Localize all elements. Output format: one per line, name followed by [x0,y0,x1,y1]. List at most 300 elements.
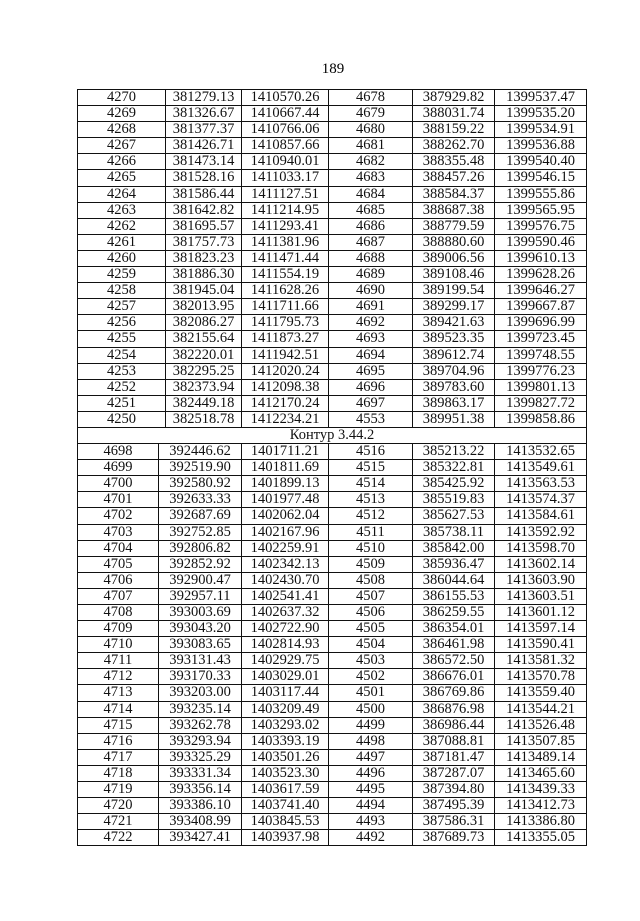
y-coordinate-cell: 1403209.49 [242,702,329,717]
x-coordinate-cell: 389299.17 [413,299,495,314]
point-number-cell: 4686 [329,219,413,234]
y-coordinate-cell: 1411711.66 [242,299,329,314]
table-row [78,492,587,508]
point-number-cell: 4493 [329,814,413,829]
y-coordinate-cell: 1413544.21 [495,702,587,717]
point-number-cell: 4701 [78,492,159,507]
table-row [78,348,587,364]
y-coordinate-cell: 1399827.72 [495,396,587,411]
x-coordinate-cell: 381945.04 [166,283,242,298]
x-coordinate-cell: 393293.94 [159,734,242,749]
table-row [78,814,587,830]
y-coordinate-cell: 1399801.13 [495,380,587,395]
y-coordinate-cell: 1413597.14 [495,621,587,636]
x-coordinate-cell: 382013.95 [166,299,242,314]
point-number-cell: 4688 [329,251,413,266]
point-number-cell: 4707 [78,589,159,604]
point-number-cell: 4689 [329,267,413,282]
point-number-cell: 4679 [329,106,413,121]
x-coordinate-cell: 392633.33 [159,492,242,507]
y-coordinate-cell: 1399628.26 [495,267,587,282]
y-coordinate-cell: 1402541.41 [242,589,329,604]
point-number-cell: 4706 [78,573,159,588]
x-coordinate-cell: 381279.13 [166,90,242,105]
point-number-cell: 4697 [329,396,413,411]
point-number-cell: 4712 [78,669,159,684]
y-coordinate-cell: 1413439.33 [495,782,587,797]
point-number-cell: 4722 [78,830,159,845]
x-coordinate-cell: 386769.86 [413,685,495,700]
point-number-cell: 4692 [329,315,413,330]
table-row [78,589,587,605]
point-number-cell: 4702 [78,508,159,523]
point-number-cell: 4713 [78,685,159,700]
y-coordinate-cell: 1403293.02 [242,718,329,733]
x-coordinate-cell: 382373.94 [166,380,242,395]
y-coordinate-cell: 1412170.24 [242,396,329,411]
x-coordinate-cell: 387586.31 [413,814,495,829]
point-number-cell: 4265 [78,170,166,185]
y-coordinate-cell: 1402167.96 [242,525,329,540]
point-number-cell: 4511 [329,525,413,540]
y-coordinate-cell: 1399610.13 [495,251,587,266]
y-coordinate-cell: 1402430.70 [242,573,329,588]
x-coordinate-cell: 386155.53 [413,589,495,604]
point-number-cell: 4717 [78,750,159,765]
table-row [78,251,587,267]
x-coordinate-cell: 389612.74 [413,348,495,363]
table-row [78,412,587,428]
x-coordinate-cell: 387181.47 [413,750,495,765]
point-number-cell: 4497 [329,750,413,765]
x-coordinate-cell: 388687.38 [413,203,495,218]
y-coordinate-cell: 1413532.65 [495,444,587,459]
y-coordinate-cell: 1410570.26 [242,90,329,105]
y-coordinate-cell: 1403523.30 [242,766,329,781]
x-coordinate-cell: 381586.44 [166,187,242,202]
y-coordinate-cell: 1401811.69 [242,460,329,475]
y-coordinate-cell: 1413412.73 [495,798,587,813]
y-coordinate-cell: 1402062.04 [242,508,329,523]
point-number-cell: 4515 [329,460,413,475]
point-number-cell: 4268 [78,122,166,137]
y-coordinate-cell: 1399667.87 [495,299,587,314]
table-row [78,203,587,219]
y-coordinate-cell: 1401977.48 [242,492,329,507]
y-coordinate-cell: 1402722.90 [242,621,329,636]
x-coordinate-cell: 387287.07 [413,766,495,781]
table-row [78,364,587,380]
y-coordinate-cell: 1399776.23 [495,364,587,379]
point-number-cell: 4680 [329,122,413,137]
point-number-cell: 4512 [329,508,413,523]
y-coordinate-cell: 1401899.13 [242,476,329,491]
x-coordinate-cell: 393325.29 [159,750,242,765]
x-coordinate-cell: 381757.73 [166,235,242,250]
x-coordinate-cell: 382295.25 [166,364,242,379]
y-coordinate-cell: 1399535.20 [495,106,587,121]
x-coordinate-cell: 386676.01 [413,669,495,684]
table-row [78,106,587,122]
x-coordinate-cell: 386986.44 [413,718,495,733]
x-coordinate-cell: 388355.48 [413,154,495,169]
x-coordinate-cell: 385519.83 [413,492,495,507]
x-coordinate-cell: 392752.85 [159,525,242,540]
table-row [78,669,587,685]
x-coordinate-cell: 392900.47 [159,573,242,588]
table-row [78,605,587,621]
y-coordinate-cell: 1402259.91 [242,541,329,556]
point-number-cell: 4257 [78,299,166,314]
y-coordinate-cell: 1403029.01 [242,669,329,684]
point-number-cell: 4700 [78,476,159,491]
point-number-cell: 4683 [329,170,413,185]
point-number-cell: 4514 [329,476,413,491]
x-coordinate-cell: 386876.98 [413,702,495,717]
table-row [78,235,587,251]
x-coordinate-cell: 381823.23 [166,251,242,266]
point-number-cell: 4516 [329,444,413,459]
point-number-cell: 4266 [78,154,166,169]
point-number-cell: 4503 [329,653,413,668]
table-row [78,460,587,476]
x-coordinate-cell: 389863.17 [413,396,495,411]
y-coordinate-cell: 1413559.40 [495,685,587,700]
y-coordinate-cell: 1413489.14 [495,750,587,765]
point-number-cell: 4704 [78,541,159,556]
y-coordinate-cell: 1399534.91 [495,122,587,137]
y-coordinate-cell: 1403617.59 [242,782,329,797]
x-coordinate-cell: 393203.00 [159,685,242,700]
y-coordinate-cell: 1411471.44 [242,251,329,266]
point-number-cell: 4687 [329,235,413,250]
coordinates-table [77,89,587,846]
table-row [78,187,587,203]
contour-heading-row: Контур 3.44.2 [78,428,587,444]
point-number-cell: 4681 [329,138,413,153]
point-number-cell: 4691 [329,299,413,314]
y-coordinate-cell: 1411795.73 [242,315,329,330]
y-coordinate-cell: 1403845.53 [242,814,329,829]
x-coordinate-cell: 387929.82 [413,90,495,105]
x-coordinate-cell: 386461.98 [413,637,495,652]
x-coordinate-cell: 387689.73 [413,830,495,845]
y-coordinate-cell: 1411214.95 [242,203,329,218]
point-number-cell: 4256 [78,315,166,330]
x-coordinate-cell: 381326.67 [166,106,242,121]
y-coordinate-cell: 1412020.24 [242,364,329,379]
x-coordinate-cell: 389704.96 [413,364,495,379]
point-number-cell: 4494 [329,798,413,813]
point-number-cell: 4255 [78,331,166,346]
point-number-cell: 4260 [78,251,166,266]
x-coordinate-cell: 388880.60 [413,235,495,250]
y-coordinate-cell: 1399590.46 [495,235,587,250]
point-number-cell: 4708 [78,605,159,620]
x-coordinate-cell: 388031.74 [413,106,495,121]
point-number-cell: 4705 [78,557,159,572]
x-coordinate-cell: 393331.34 [159,766,242,781]
x-coordinate-cell: 382518.78 [166,412,242,427]
x-coordinate-cell: 389199.54 [413,283,495,298]
table-row [78,685,587,701]
y-coordinate-cell: 1399540.40 [495,154,587,169]
x-coordinate-cell: 392957.11 [159,589,242,604]
x-coordinate-cell: 393083.65 [159,637,242,652]
y-coordinate-cell: 1411033.17 [242,170,329,185]
x-coordinate-cell: 386044.64 [413,573,495,588]
y-coordinate-cell: 1411381.96 [242,235,329,250]
y-coordinate-cell: 1410766.06 [242,122,329,137]
x-coordinate-cell: 387495.39 [413,798,495,813]
table-section-1 [78,90,587,428]
point-number-cell: 4496 [329,766,413,781]
y-coordinate-cell: 1399646.27 [495,283,587,298]
x-coordinate-cell: 393408.99 [159,814,242,829]
point-number-cell: 4714 [78,702,159,717]
x-coordinate-cell: 392687.69 [159,508,242,523]
y-coordinate-cell: 1413592.92 [495,525,587,540]
x-coordinate-cell: 393356.14 [159,782,242,797]
point-number-cell: 4270 [78,90,166,105]
point-number-cell: 4504 [329,637,413,652]
point-number-cell: 4258 [78,283,166,298]
table-row [78,315,587,331]
table-row [78,557,587,573]
y-coordinate-cell: 1411873.27 [242,331,329,346]
table-row [78,299,587,315]
x-coordinate-cell: 386259.55 [413,605,495,620]
point-number-cell: 4501 [329,685,413,700]
point-number-cell: 4269 [78,106,166,121]
table-row [78,138,587,154]
x-coordinate-cell: 389783.60 [413,380,495,395]
table-row [78,766,587,782]
x-coordinate-cell: 385842.00 [413,541,495,556]
x-coordinate-cell: 381886.30 [166,267,242,282]
table-row [78,154,587,170]
y-coordinate-cell: 1413386.80 [495,814,587,829]
y-coordinate-cell: 1411628.26 [242,283,329,298]
y-coordinate-cell: 1399536.88 [495,138,587,153]
x-coordinate-cell: 392519.90 [159,460,242,475]
x-coordinate-cell: 385322.81 [413,460,495,475]
y-coordinate-cell: 1403937.98 [242,830,329,845]
x-coordinate-cell: 389006.56 [413,251,495,266]
table-row [78,396,587,412]
point-number-cell: 4251 [78,396,166,411]
table-row [78,718,587,734]
point-number-cell: 4498 [329,734,413,749]
x-coordinate-cell: 382220.01 [166,348,242,363]
x-coordinate-cell: 393427.41 [159,830,242,845]
table-row [78,541,587,557]
y-coordinate-cell: 1403393.19 [242,734,329,749]
point-number-cell: 4711 [78,653,159,668]
x-coordinate-cell: 386572.50 [413,653,495,668]
y-coordinate-cell: 1403741.40 [242,798,329,813]
y-coordinate-cell: 1399565.95 [495,203,587,218]
table-row [78,122,587,138]
point-number-cell: 4720 [78,798,159,813]
point-number-cell: 4718 [78,766,159,781]
x-coordinate-cell: 389523.35 [413,331,495,346]
table-row [78,90,587,106]
point-number-cell: 4505 [329,621,413,636]
point-number-cell: 4506 [329,605,413,620]
y-coordinate-cell: 1399555.86 [495,187,587,202]
y-coordinate-cell: 1402814.93 [242,637,329,652]
point-number-cell: 4492 [329,830,413,845]
x-coordinate-cell: 388457.26 [413,170,495,185]
x-coordinate-cell: 381642.82 [166,203,242,218]
y-coordinate-cell: 1413601.12 [495,605,587,620]
table-row [78,830,587,846]
point-number-cell: 4267 [78,138,166,153]
point-number-cell: 4500 [329,702,413,717]
point-number-cell: 4703 [78,525,159,540]
x-coordinate-cell: 381528.16 [166,170,242,185]
x-coordinate-cell: 386354.01 [413,621,495,636]
y-coordinate-cell: 1411127.51 [242,187,329,202]
point-number-cell: 4698 [78,444,159,459]
y-coordinate-cell: 1410857.66 [242,138,329,153]
y-coordinate-cell: 1402342.13 [242,557,329,572]
table-row [78,283,587,299]
x-coordinate-cell: 393235.14 [159,702,242,717]
y-coordinate-cell: 1402929.75 [242,653,329,668]
point-number-cell: 4254 [78,348,166,363]
table-row [78,621,587,637]
y-coordinate-cell: 1413602.14 [495,557,587,572]
x-coordinate-cell: 392446.62 [159,444,242,459]
table-row [78,525,587,541]
point-number-cell: 4715 [78,718,159,733]
point-number-cell: 4695 [329,364,413,379]
point-number-cell: 4710 [78,637,159,652]
table-row [78,637,587,653]
x-coordinate-cell: 381426.71 [166,138,242,153]
y-coordinate-cell: 1413581.32 [495,653,587,668]
point-number-cell: 4259 [78,267,166,282]
x-coordinate-cell: 382086.27 [166,315,242,330]
x-coordinate-cell: 392580.92 [159,476,242,491]
y-coordinate-cell: 1399723.45 [495,331,587,346]
y-coordinate-cell: 1399537.47 [495,90,587,105]
x-coordinate-cell: 387394.80 [413,782,495,797]
y-coordinate-cell: 1413549.61 [495,460,587,475]
y-coordinate-cell: 1399546.15 [495,170,587,185]
point-number-cell: 4264 [78,187,166,202]
y-coordinate-cell: 1413603.90 [495,573,587,588]
point-number-cell: 4696 [329,380,413,395]
y-coordinate-cell: 1410667.44 [242,106,329,121]
x-coordinate-cell: 389108.46 [413,267,495,282]
x-coordinate-cell: 393262.78 [159,718,242,733]
point-number-cell: 4495 [329,782,413,797]
point-number-cell: 4507 [329,589,413,604]
point-number-cell: 4678 [329,90,413,105]
y-coordinate-cell: 1413590.41 [495,637,587,652]
y-coordinate-cell: 1403117.44 [242,685,329,700]
y-coordinate-cell: 1399858.86 [495,412,587,427]
point-number-cell: 4510 [329,541,413,556]
x-coordinate-cell: 381695.57 [166,219,242,234]
x-coordinate-cell: 388779.59 [413,219,495,234]
y-coordinate-cell: 1413603.51 [495,589,587,604]
point-number-cell: 4684 [329,187,413,202]
table-row [78,750,587,766]
x-coordinate-cell: 385425.92 [413,476,495,491]
table-row [78,734,587,750]
x-coordinate-cell: 382449.18 [166,396,242,411]
point-number-cell: 4509 [329,557,413,572]
x-coordinate-cell: 393043.20 [159,621,242,636]
x-coordinate-cell: 393003.69 [159,605,242,620]
x-coordinate-cell: 389421.63 [413,315,495,330]
y-coordinate-cell: 1413598.70 [495,541,587,556]
y-coordinate-cell: 1413563.53 [495,476,587,491]
x-coordinate-cell: 392806.82 [159,541,242,556]
y-coordinate-cell: 1412234.21 [242,412,329,427]
point-number-cell: 4252 [78,380,166,395]
point-number-cell: 4682 [329,154,413,169]
y-coordinate-cell: 1401711.21 [242,444,329,459]
x-coordinate-cell: 385213.22 [413,444,495,459]
y-coordinate-cell: 1411293.41 [242,219,329,234]
x-coordinate-cell: 385936.47 [413,557,495,572]
x-coordinate-cell: 388584.37 [413,187,495,202]
point-number-cell: 4502 [329,669,413,684]
table-row [78,444,587,460]
y-coordinate-cell: 1413507.85 [495,734,587,749]
x-coordinate-cell: 382155.64 [166,331,242,346]
x-coordinate-cell: 393131.43 [159,653,242,668]
y-coordinate-cell: 1399748.55 [495,348,587,363]
point-number-cell: 4508 [329,573,413,588]
table-row [78,508,587,524]
y-coordinate-cell: 1413574.37 [495,492,587,507]
table-row [78,267,587,283]
x-coordinate-cell: 393386.10 [159,798,242,813]
y-coordinate-cell: 1413355.05 [495,830,587,845]
table-row [78,331,587,347]
y-coordinate-cell: 1403501.26 [242,750,329,765]
x-coordinate-cell: 389951.38 [413,412,495,427]
table-row [78,798,587,814]
x-coordinate-cell: 385738.11 [413,525,495,540]
x-coordinate-cell: 381377.37 [166,122,242,137]
point-number-cell: 4553 [329,412,413,427]
table-row [78,170,587,186]
table-row [78,653,587,669]
table-section-2 [78,444,587,846]
point-number-cell: 4263 [78,203,166,218]
x-coordinate-cell: 388262.70 [413,138,495,153]
y-coordinate-cell: 1412098.38 [242,380,329,395]
point-number-cell: 4690 [329,283,413,298]
table-row [78,782,587,798]
x-coordinate-cell: 393170.33 [159,669,242,684]
point-number-cell: 4250 [78,412,166,427]
y-coordinate-cell: 1413465.60 [495,766,587,781]
x-coordinate-cell: 385627.53 [413,508,495,523]
y-coordinate-cell: 1411942.51 [242,348,329,363]
point-number-cell: 4719 [78,782,159,797]
y-coordinate-cell: 1402637.32 [242,605,329,620]
table-row [78,380,587,396]
point-number-cell: 4513 [329,492,413,507]
